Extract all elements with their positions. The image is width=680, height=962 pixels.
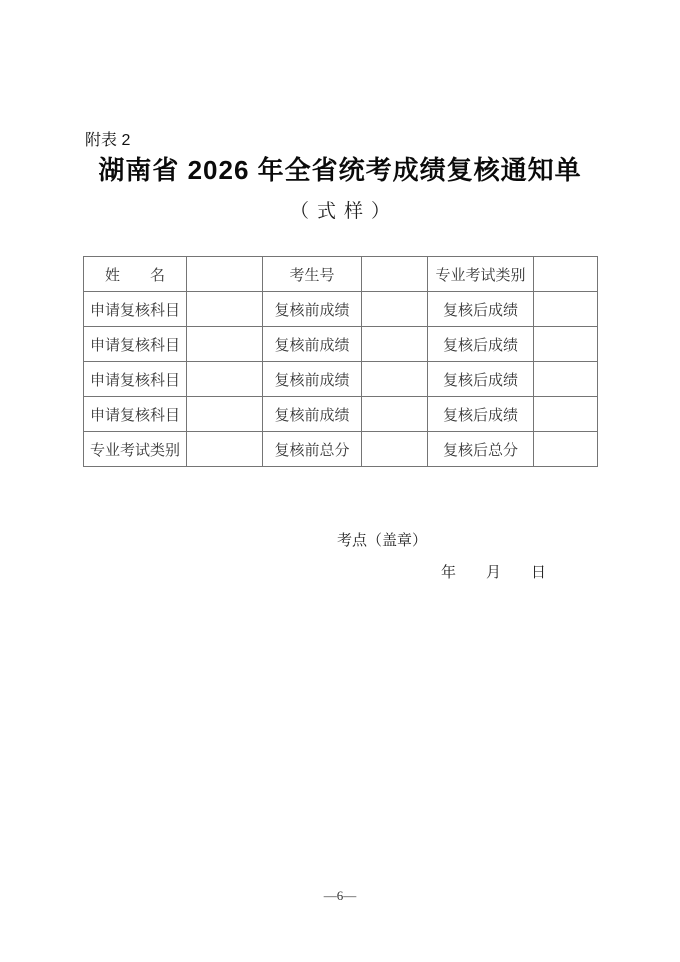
exam-category-value-cell <box>534 257 598 292</box>
review-subject-value-cell <box>187 362 263 397</box>
page-number: —6— <box>323 888 357 903</box>
post-review-score-value-cell <box>534 362 598 397</box>
pre-review-total-value-cell <box>362 432 428 467</box>
candidate-number-value-cell <box>362 257 428 292</box>
pre-review-score-value-cell <box>362 397 428 432</box>
signature-line: 考点（盖章） <box>337 533 428 549</box>
page-title: 湖南省 2026 年全省统考成绩复核通知单 <box>98 155 582 185</box>
review-subject-label: 申请复核科目 <box>84 362 187 397</box>
date-line: 年 月 日 <box>441 565 547 581</box>
exam-category-value-cell <box>187 432 263 467</box>
table-row-subject-3 <box>84 362 598 397</box>
post-review-score-value-cell <box>534 397 598 432</box>
review-subject-value-cell <box>187 327 263 362</box>
table-row-subject-4 <box>84 397 598 432</box>
pre-review-total-label: 复核前总分 <box>263 432 362 467</box>
table-row-total <box>84 432 598 467</box>
name-label: 姓 名 <box>84 257 187 292</box>
post-review-score-label: 复核后成绩 <box>428 397 534 432</box>
post-review-score-value-cell <box>534 327 598 362</box>
review-subject-label: 申请复核科目 <box>84 397 187 432</box>
pre-review-score-value-cell <box>362 292 428 327</box>
table-row-subject-2 <box>84 327 598 362</box>
pre-review-score-label: 复核前成绩 <box>263 292 362 327</box>
table-row-header <box>84 257 598 292</box>
post-review-total-value-cell <box>534 432 598 467</box>
exam-category-label: 专业考试类别 <box>84 432 187 467</box>
table-row-subject-1 <box>84 292 598 327</box>
document-subtitle: （式样） <box>289 201 398 222</box>
review-subject-value-cell <box>187 292 263 327</box>
post-review-total-label: 复核后总分 <box>428 432 534 467</box>
post-review-score-label: 复核后成绩 <box>428 327 534 362</box>
pre-review-score-value-cell <box>362 327 428 362</box>
pre-review-score-label: 复核前成绩 <box>263 327 362 362</box>
post-review-score-value-cell <box>534 292 598 327</box>
score-review-table <box>83 256 598 467</box>
candidate-number-label: 考生号 <box>263 257 362 292</box>
exam-category-label: 专业考试类别 <box>428 257 534 292</box>
appendix-label: 附表 2 <box>85 132 131 149</box>
name-value-cell <box>187 257 263 292</box>
post-review-score-label: 复核后成绩 <box>428 362 534 397</box>
review-subject-label: 申请复核科目 <box>84 292 187 327</box>
pre-review-score-label: 复核前成绩 <box>263 397 362 432</box>
pre-review-score-value-cell <box>362 362 428 397</box>
post-review-score-label: 复核后成绩 <box>428 292 534 327</box>
review-subject-value-cell <box>187 397 263 432</box>
pre-review-score-label: 复核前成绩 <box>263 362 362 397</box>
review-subject-label: 申请复核科目 <box>84 327 187 362</box>
